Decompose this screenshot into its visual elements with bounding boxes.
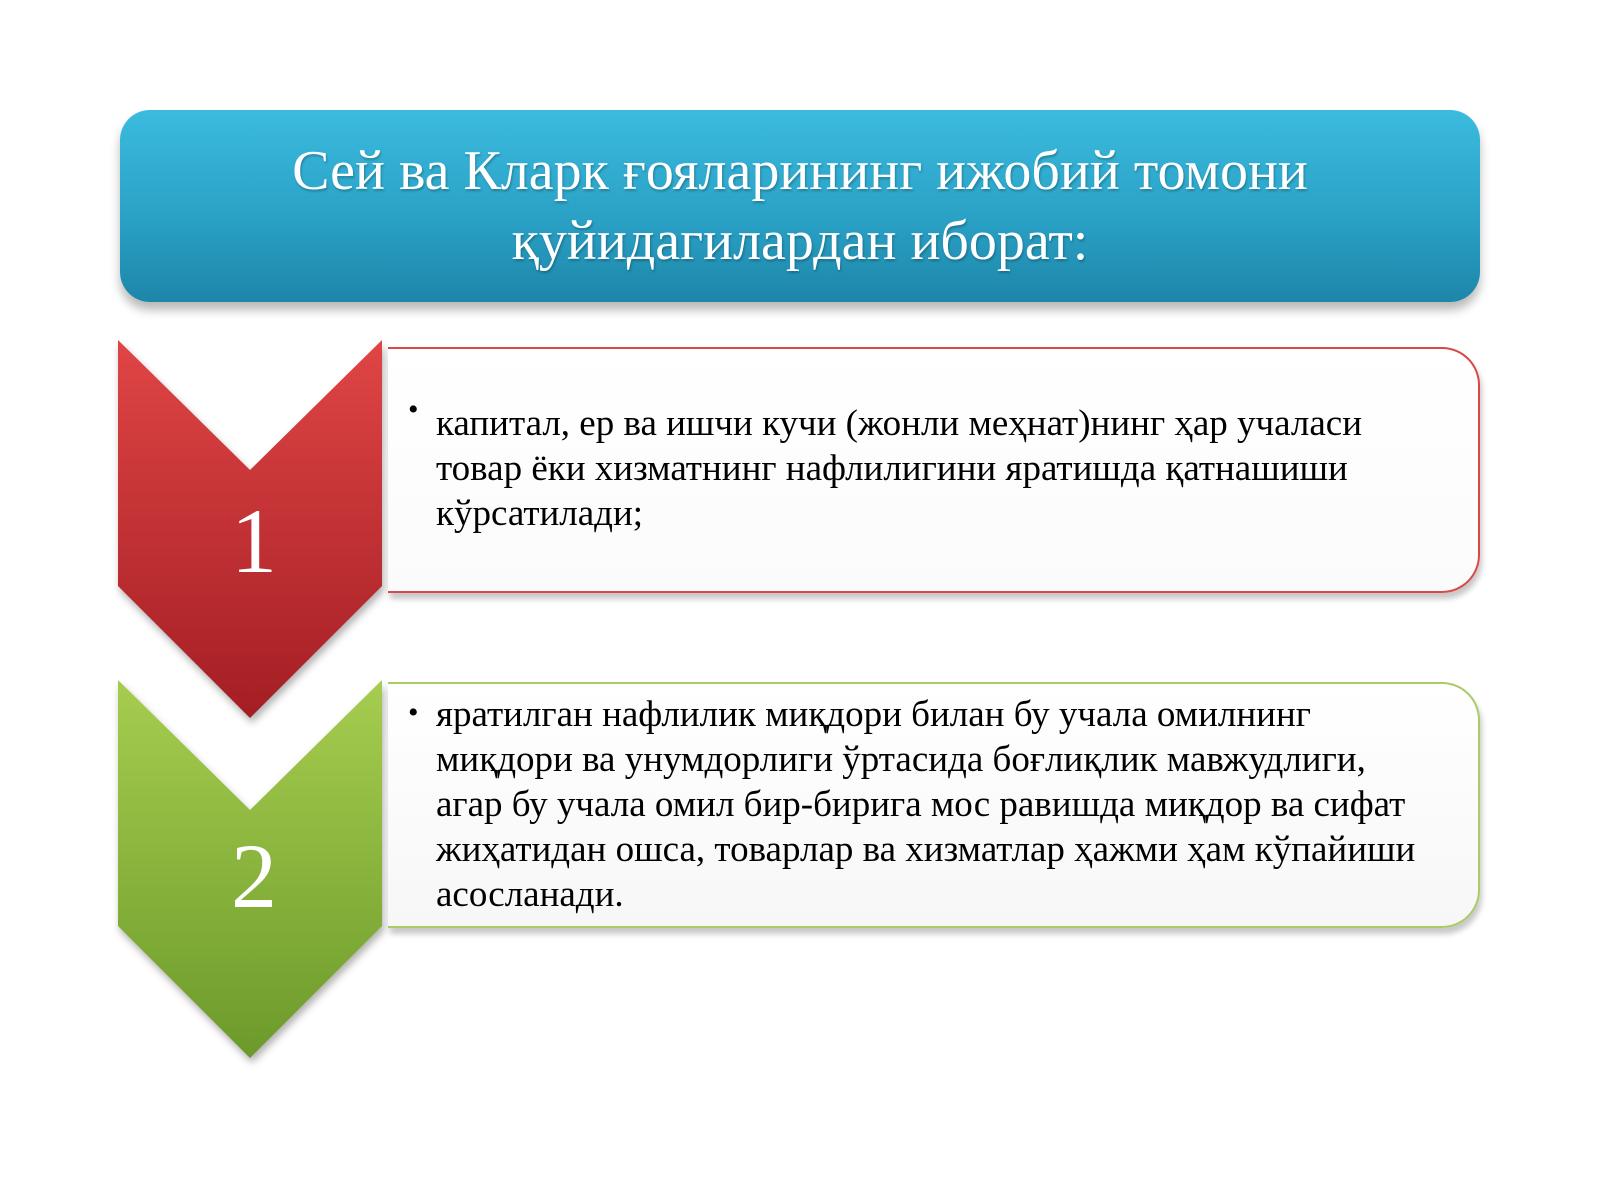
step-1-number: 1 <box>231 490 277 592</box>
step-2-content-box <box>388 682 1480 928</box>
step-2-number: 2 <box>231 825 277 927</box>
step-1-content-box <box>388 347 1480 593</box>
step-1-text: капитал, ер ва ишчи кучи (жонли меҳнат)нинг ҳар учаласи товар ёки хизматнинг нафлилигини яратишда қатнашиши кўрсатилади; <box>436 403 1363 534</box>
step-1-bullet: • <box>408 393 419 426</box>
title-line-1: Сей ва Кларк ғояларининг ижобий томони <box>292 140 1308 202</box>
title-line-2: қуйидагилардан иборат: <box>511 210 1089 272</box>
step-2-bullet: • <box>408 696 419 729</box>
title-banner <box>120 110 1480 302</box>
title-text <box>190 136 1410 276</box>
step-2-text: яратилган нафлилик миқдори билан бу учала омилнинг миқдори ва унумдорлиги ўртасида боғлиқлик мавжудлиги, агар бу учала омил бир-бирига мос равишда миқдор ва сифат жиҳатидан ошса, товарлар ва хизматлар ҳажми ҳам кўпайиши асосланади. <box>436 694 1416 915</box>
